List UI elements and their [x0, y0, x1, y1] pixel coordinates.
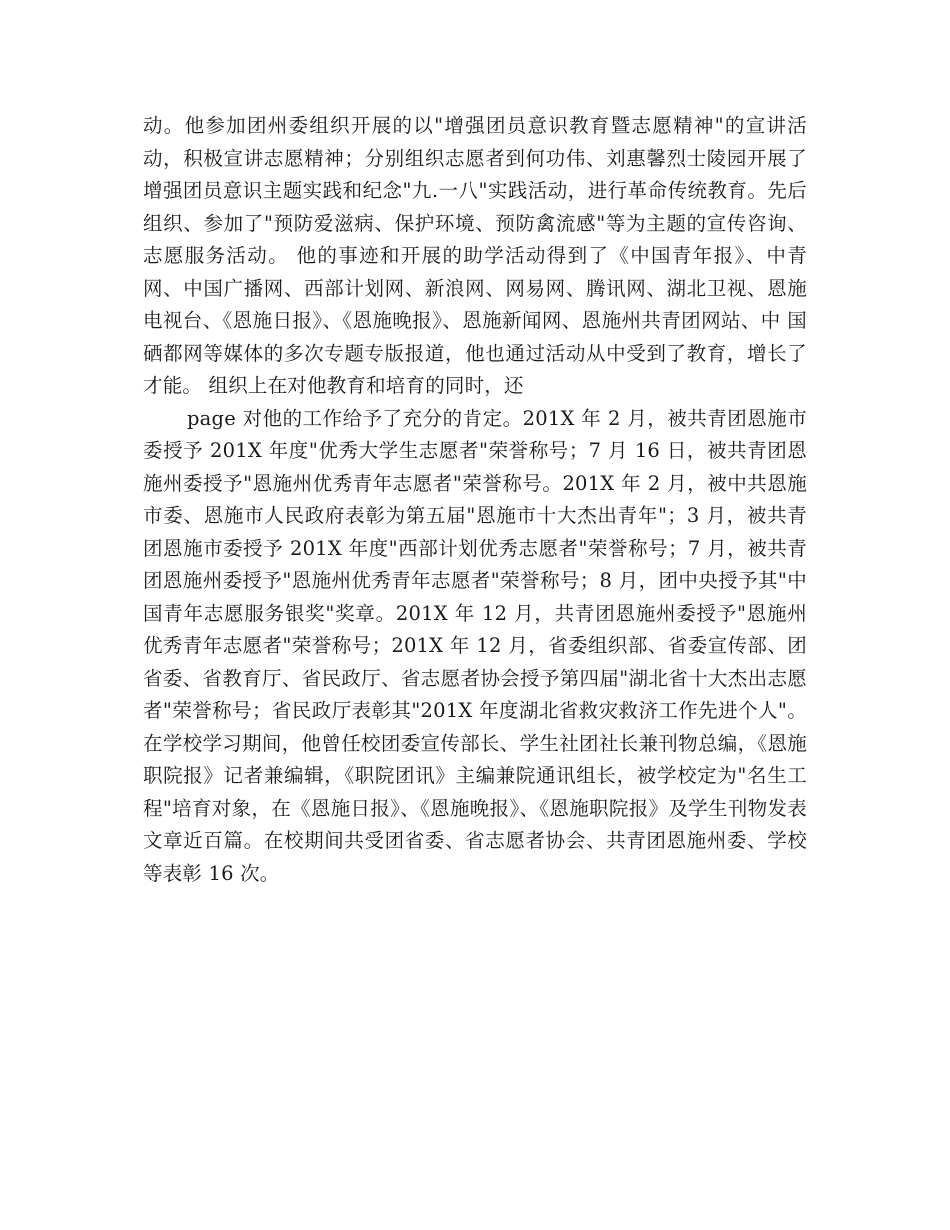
paragraph-2: page 对他的工作给予了充分的肯定。201X 年 2 月，被共青团恩施市委授予 201X 年度"优秀大学生志愿者"荣誉称号；7 月 16 日，被共青团恩施州委授予"恩施州优秀青年志愿者"荣誉称号。201X 年 2 月，被中共恩施市委、恩施市人民政府表彰为第五届"恩施市十大杰出青年"；3 月，被共青团恩施市委授予 201X 年度"西部计划优秀志愿者"荣誉称号；7 月，被共青团恩施州委授予"恩施州优秀青年志愿者"荣誉称号；8 月，团中央授予其"中国青年志愿服务银奖"奖章。201X 年 12 月，共青团恩施州委授予"恩施州优秀青年志愿者"荣誉称号；201X 年 12 月，省委组织部、省委宣传部、团省委、省教育厅、省民政厅、省志愿者协会授予第四届"湖北省十大杰出志愿者"荣誉称号；省民政厅表彰其"201X 年度湖北省救灾救济工作先进个人"。 在学校学习期间，他曾任校团委宣传部长、学生社团社长兼刊物总编，《恩施职院报》记者兼编辑，《职院团讯》主编兼院通讯组长，被学校定为"名生工程"培育对象，在《恩施日报》、《恩施晚报》、《恩施职院报》及学生刊物发表文章近百篇。在校期间共受团省委、省志愿者协会、共青团恩施州委、学校等表彰 16 次。: [143, 406, 807, 885]
paragraph-1: 动。他参加团州委组织开展的以"增强团员意识教育暨志愿精神"的宣讲活动，积极宣讲志愿精神；分别组织志愿者到何功伟、刘惠馨烈士陵园开展了增强团员意识主题实践和纪念"九.一八"实践活动，进行革命传统教育。先后组织、参加了"预防爱滋病、保护环境、预防禽流感"等为主题的宣传咨询、志愿服务活动。 他的事迹和开展的助学活动得到了《中国青年报》、中青网、中国广播网、西部计划网、新浪网、网易网、腾讯网、湖北卫视、恩施电视台、《恩施日报》、《恩施晚报》、恩施新闻网、恩施州共青团网站、中 国硒都网等媒体的多次专题专版报道，他也通过活动从中受到了教育，增长了才能。 组织上在对他教育和培育的同时，还: [143, 114, 807, 397]
document-page: [143, 110, 807, 890]
